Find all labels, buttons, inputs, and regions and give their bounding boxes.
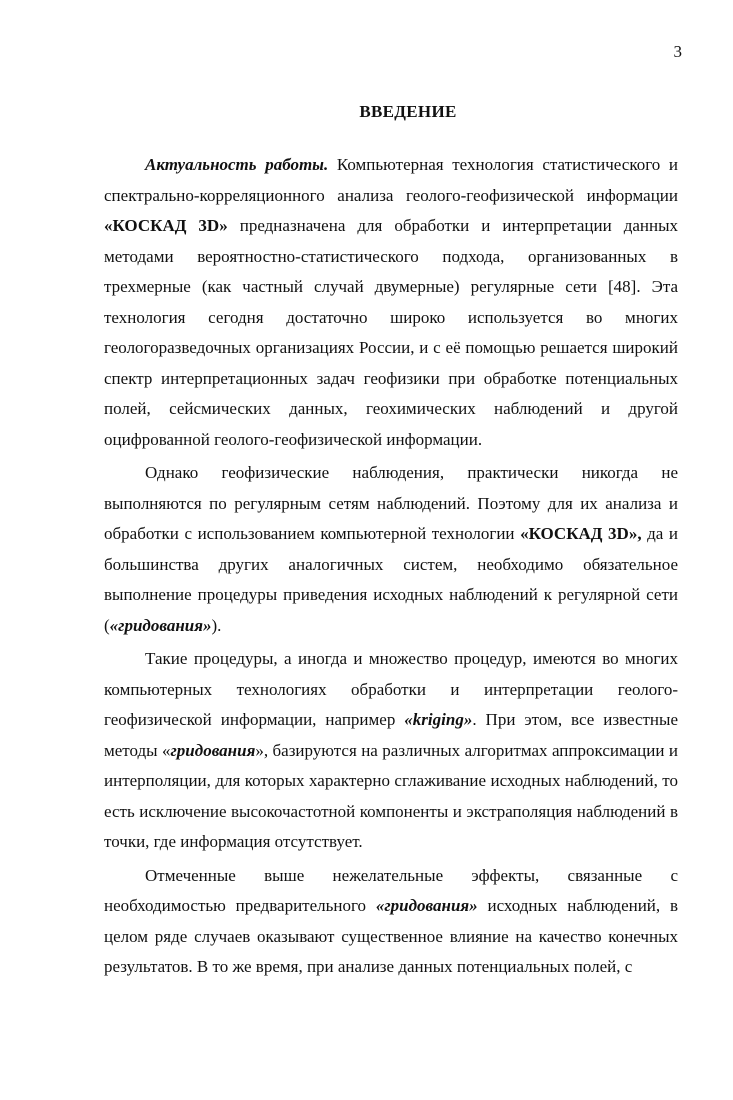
page-number: 3 (673, 42, 682, 61)
section-title: ВВЕДЕНИЕ (359, 102, 457, 121)
paragraph-3-text-1: Такие процедуры, а иногда и множество процедур, имеются во многих компьютерных технологиях обработки и интерпретации геолого-геофизической информации, например (104, 649, 678, 729)
body-text (104, 150, 678, 983)
paragraph-1-text-1: Компьютерная технология статистического и спектрально-корреляционного анализа геолого-геофизической информации (104, 155, 679, 205)
paragraph-2-text-1: Однако геофизические наблюдения, практически никогда не выполняются по регулярным сетям наблюдений. Поэтому для их анализа и обработки с использованием компьютерной технологии (104, 463, 678, 543)
paragraph-gridding-need (104, 458, 678, 641)
paragraph-3-text-2: . При этом, все известные методы « (104, 710, 678, 760)
paragraph-2-text-2: да и большинства других аналогичных систем, необходимо обязательное выполнение процедуры приведения исходных наблюдений к регулярной сети ( (104, 524, 678, 635)
paragraph-1-text-2: предназначена для обработки и интерпретации данных методами вероятностно-статистического подхода, организованных в трехмерные (как частный случай двумерные) регулярные сети [48]. Эта технология сегодня достаточно широко используется во многих геологоразведочных организациях России, и с её помощью решается широкий спектр интерпретационных задач геофизики при обработке потенциальных полей, сейсмических данных, геохимических наблюдений и другой оцифрованной геолого-геофизической информации. (104, 216, 679, 449)
koskad-name: «КОСКАД 3D» (104, 216, 228, 235)
kriging-term: «kriging» (404, 710, 473, 729)
paragraph-4-text-2: исходных наблюдений, в целом ряде случаев оказывают существенное влияние на качество конечных результатов. В то же время, при анализе данных потенциальных полей, с (104, 896, 678, 976)
gridding-term-2: гридования (170, 740, 256, 760)
relevance-lead: Актуальность работы. (145, 155, 329, 174)
gridding-term: «гридования» (109, 615, 212, 635)
koskad-name-2: «КОСКАД 3D», (520, 524, 642, 543)
paragraph-procedures (104, 644, 678, 858)
paragraph-4-text-1: Отмеченные выше нежелательные эффекты, связанные с необходимостью предварительного (104, 865, 678, 915)
gridding-term-3: «гридования» (375, 896, 478, 915)
paragraph-3-text-3: », базируются на различных алгоритмах аппроксимации и интерполяции, для которых характерно сглаживание исходных наблюдений, то есть исключение высокочастотной компоненты и экстраполяция наблюдений в точки, где информация отсутствует. (104, 740, 678, 851)
paragraph-effects (104, 861, 678, 983)
paragraph-relevance (104, 150, 678, 455)
paragraph-2-text-3: ). (211, 615, 222, 635)
